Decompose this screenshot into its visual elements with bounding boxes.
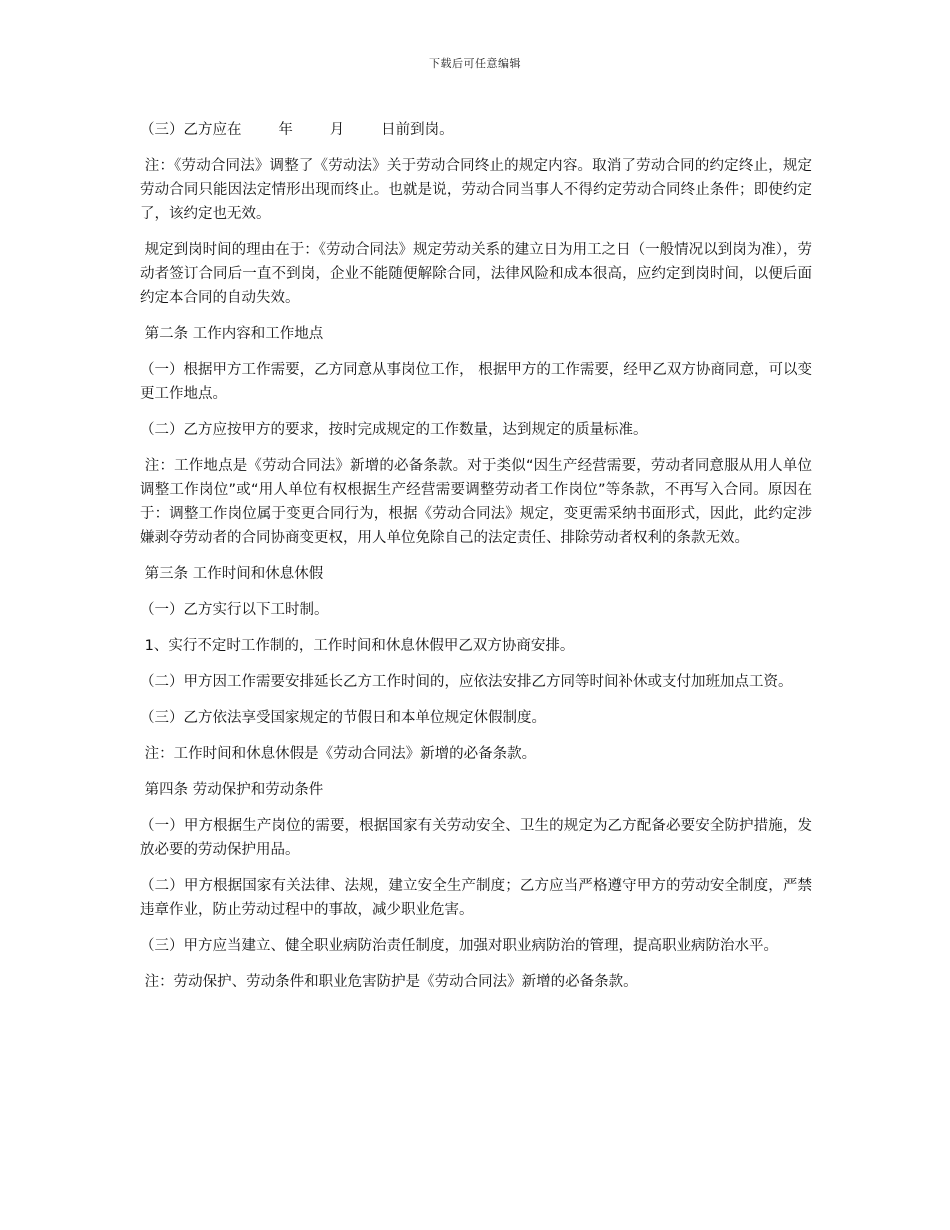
article-4-item-2: （二）甲方根据国家有关法律、法规，建立安全生产制度；乙方应当严格遵守甲方的劳动安全制度，严禁违章作业，防止劳动过程中的事故，减少职业危害。 bbox=[140, 878, 812, 918]
note-arrival-reason: 规定到岗时间的理由在于：《劳动合同法》规定劳动关系的建立日为用工之日（一般情况以到岗为准），劳动者签订合同后一直不到岗，企业不能随便解除合同，法律风险和成本很高，应约定到岗时间，以便后面约定本合同的自动失效。 bbox=[140, 242, 813, 306]
article-3-item-1-sub-1: 1、实行不定时工作制的，工作时间和休息休假甲乙双方协商安排。 bbox=[140, 638, 575, 654]
article-3-item-2: （二）甲方因工作需要安排延长乙方工作时间的，应依法安排乙方同等时间补休或支付加班加点工资。 bbox=[140, 674, 793, 690]
article-3-item-3: （三）乙方依法享受国家规定的节假日和本单位规定休假制度。 bbox=[140, 710, 546, 726]
note-labor-protection: 注：劳动保护、劳动条件和职业危害防护是《劳动合同法》新增的必备条款。 bbox=[140, 974, 638, 990]
article-4-heading: 第四条 劳动保护和劳动条件 bbox=[140, 782, 324, 798]
document-body bbox=[140, 118, 812, 1006]
note-work-hours: 注：工作时间和休息休假是《劳动合同法》新增的必备条款。 bbox=[140, 746, 537, 762]
paragraph-arrival-date: （三）乙方应在 年 月 日前到岗。 bbox=[140, 122, 454, 138]
article-4-item-1: （一）甲方根据生产岗位的需要，根据国家有关劳动安全、卫生的规定为乙方配备必要安全防护措施，发放必要的劳动保护用品。 bbox=[140, 818, 812, 858]
article-2-item-1: （一）根据甲方工作需要，乙方同意从事岗位工作， 根据甲方的工作需要，经甲乙双方协商同意，可以变更工作地点。 bbox=[140, 362, 812, 402]
article-2-heading: 第二条 工作内容和工作地点 bbox=[140, 326, 324, 342]
article-2-item-2: （二）乙方应按甲方的要求，按时完成规定的工作数量，达到规定的质量标准。 bbox=[140, 422, 648, 438]
note-contract-termination: 注：《劳动合同法》调整了《劳动法》关于劳动合同终止的规定内容。取消了劳动合同的约定终止，规定劳动合同只能因法定情形出现而终止。也就是说，劳动合同当事人不得约定劳动合同终止条件；即使约定了，该约定也无效。 bbox=[140, 158, 813, 222]
article-4-item-3: （三）甲方应当建立、健全职业病防治责任制度，加强对职业病防治的管理，提高职业病防治水平。 bbox=[140, 938, 778, 954]
article-3-heading: 第三条 工作时间和休息休假 bbox=[140, 566, 324, 582]
page-header: 下载后可任意编辑 bbox=[429, 57, 521, 70]
article-3-item-1: （一）乙方实行以下工时制。 bbox=[140, 602, 329, 618]
note-work-location: 注：工作地点是《劳动合同法》新增的必备条款。对于类似“因生产经营需要，劳动者同意服从用人单位调整工作岗位”或“用人单位有权根据生产经营需要调整劳动者工作岗位”等条款，不再写入合同。原因在于：调整工作岗位属于变更合同行为，根据《劳动合同法》规定，变更需采纳书面形式，因此，此约定涉嫌剥夺劳动者的合同协商变更权，用人单位免除自己的法定责任、排除劳动者权利的条款无效。 bbox=[140, 458, 813, 546]
